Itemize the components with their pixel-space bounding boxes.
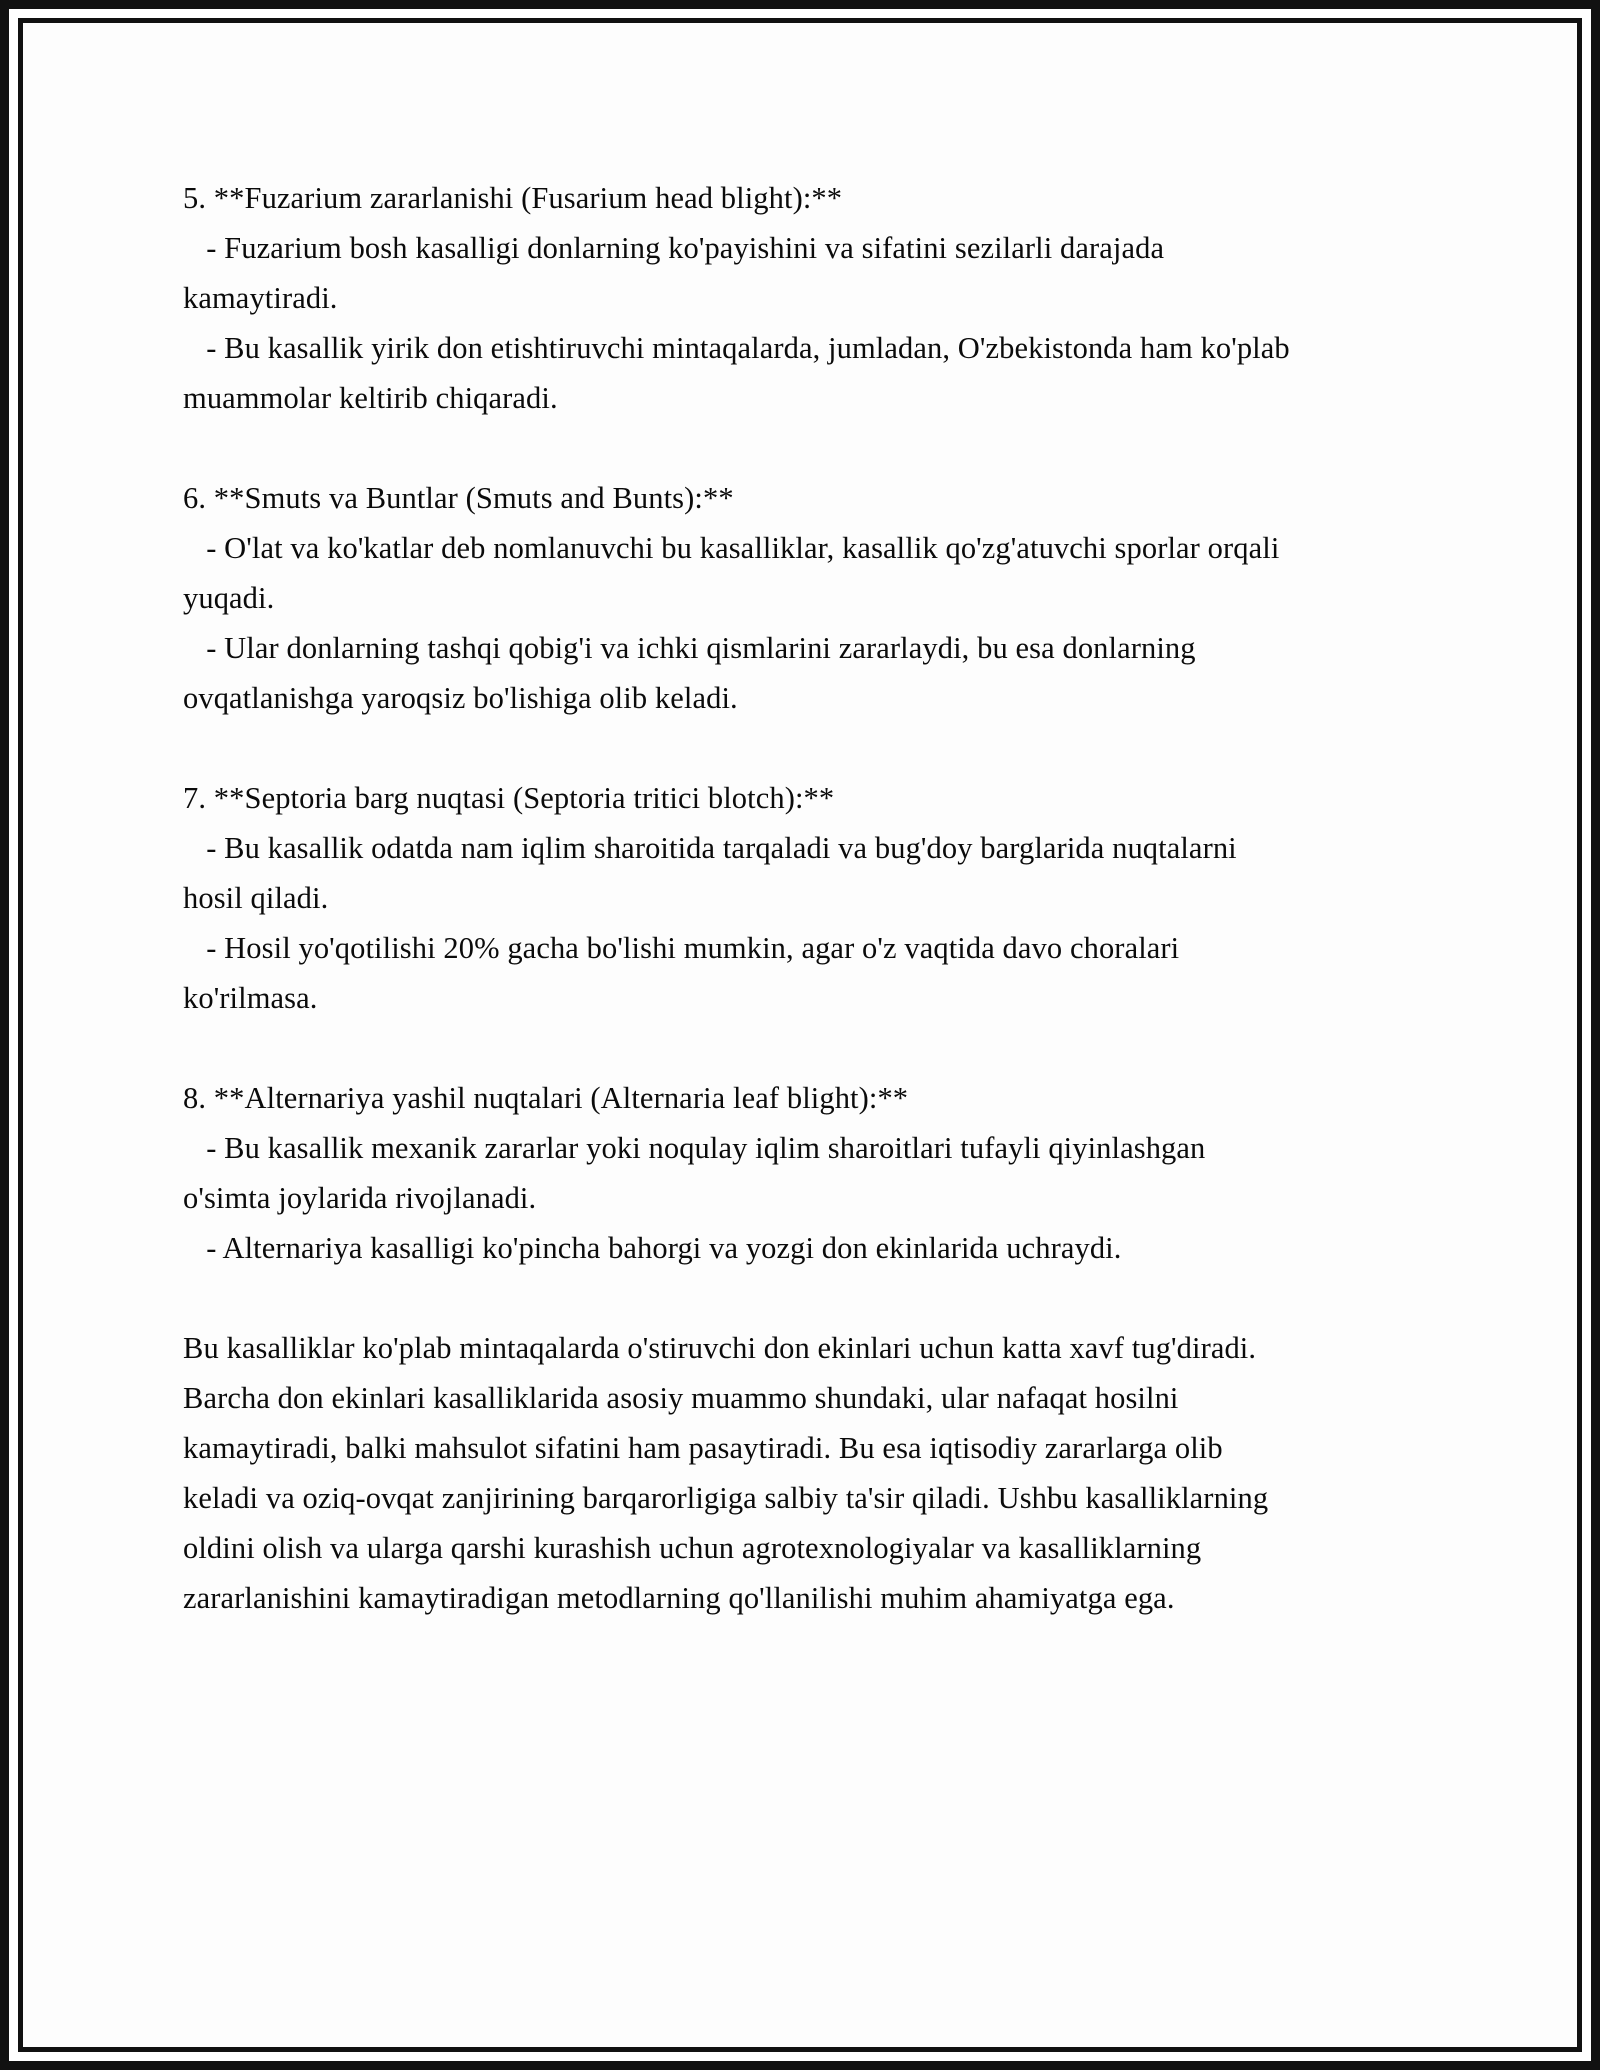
paragraph-gap (183, 423, 1293, 473)
paragraph-gap (183, 723, 1293, 773)
section-bullet-8-2: - Alternariya kasalligi ko'pincha bahorgi va yozgi don ekinlarida uchraydi. (183, 1231, 1122, 1265)
section-block-5 (183, 173, 1298, 423)
section-bullet-7-2: - Hosil yo'qotilishi 20% gacha bo'lishi mumkin, agar o'z vaqtida davo choralari ko'rilmasa. (183, 931, 1187, 1015)
section-bullet-7-1: - Bu kasallik odatda nam iqlim sharoitida tarqaladi va bug'doy barglarida nuqtalarni hosil qiladi. (183, 831, 1245, 915)
section-bullet-5-2: - Bu kasallik yirik don etishtiruvchi mintaqalarda, jumladan, O'zbekistonda ham ko'plab muammolar keltirib chiqaradi. (183, 331, 1298, 415)
section-heading-7: 7. **Septoria barg nuqtasi (Septoria tritici blotch):** (183, 781, 835, 815)
document-page (23, 23, 1577, 2047)
section-bullet-6-1: - O'lat va ko'katlar deb nomlanuvchi bu kasalliklar, kasallik qo'zg'atuvchi sporlar orqali yuqadi. (183, 531, 1288, 615)
section-heading-8: 8. **Alternariya yashil nuqtalari (Alternaria leaf blight):** (183, 1081, 909, 1115)
section-block-6 (183, 473, 1293, 723)
section-block-7 (183, 773, 1293, 1023)
page-border-inner (18, 18, 1582, 2052)
section-bullet-6-2: - Ular donlarning tashqi qobig'i va ichki qismlarini zararlaydi, bu esa donlarning ovqatlanishga yaroqsiz bo'lishiga olib keladi. (183, 631, 1204, 715)
closing-block (183, 1323, 1293, 1623)
closing-paragraph: Bu kasalliklar ko'plab mintaqalarda o'stiruvchi don ekinlari uchun katta xavf tug'diradi. Barcha don ekinlari kasalliklarida asosiy muammo shundaki, ular nafaqat hosilni kamaytiradi, balki mahsulot sifatini ham pasaytiradi. Bu esa iqtisodiy zararlarga olib keladi va oziq-ovqat zanjirining barqarorligiga salbiy ta'sir qiladi. Ushbu kasalliklarning oldini olish va ularga qarshi kurashish uchun agrotexnologiyalar va kasalliklarning zararlanishini kamaytiradigan metodlarning qo'llanilishi muhim ahamiyatga ega. (183, 1331, 1276, 1615)
section-bullet-5-1: - Fuzarium bosh kasalligi donlarning ko'payishini va sifatini sezilarli darajada kamaytiradi. (183, 231, 1172, 315)
paragraph-gap (183, 1273, 1293, 1323)
section-heading-5: 5. **Fuzarium zararlanishi (Fusarium head blight):** (183, 181, 843, 215)
section-bullet-8-1: - Bu kasallik mexanik zararlar yoki noqulay iqlim sharoitlari tufayli qiyinlashgan o'simta joylarida rivojlanadi. (183, 1131, 1214, 1215)
document-body (183, 173, 1298, 1623)
paragraph-gap (183, 1023, 1293, 1073)
section-block-8 (183, 1073, 1293, 1273)
section-heading-6: 6. **Smuts va Buntlar (Smuts and Bunts):** (183, 481, 734, 515)
